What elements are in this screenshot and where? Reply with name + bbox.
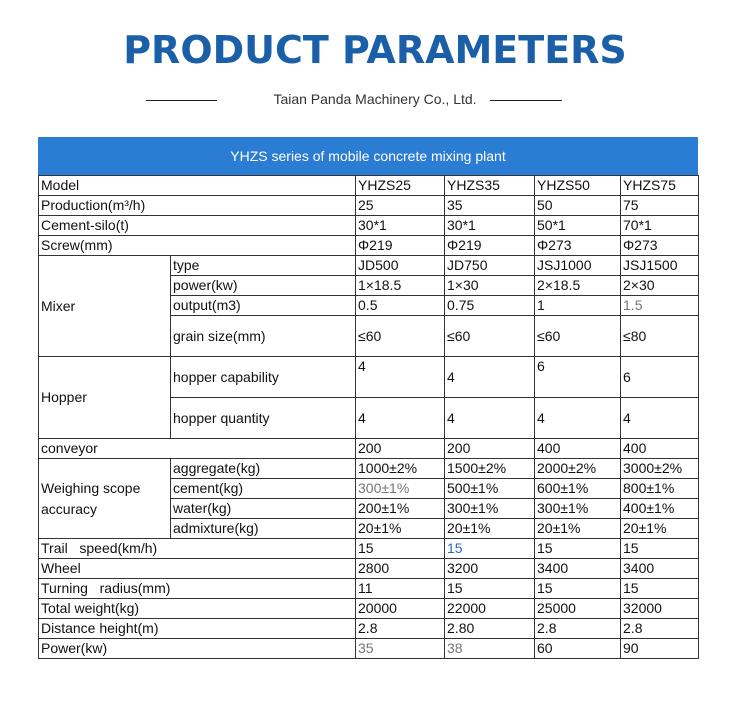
table-row xyxy=(39,357,699,398)
cell: 500±1% xyxy=(445,479,535,499)
cell: 3000±2% xyxy=(621,459,699,479)
cell: 15 xyxy=(445,579,535,599)
row-label: hopper capability xyxy=(171,357,356,398)
row-label: grain size(mm) xyxy=(171,316,356,357)
table-caption: YHZS series of mobile concrete mixing plant xyxy=(38,137,698,175)
cell: 3200 xyxy=(445,559,535,579)
row-label: Production(m³/h) xyxy=(39,196,356,216)
cell: 6 xyxy=(535,357,621,398)
cell: 0.5 xyxy=(356,296,445,316)
cell: ≤60 xyxy=(356,316,445,357)
row-label: water(kg) xyxy=(171,499,356,519)
table-row xyxy=(39,176,699,196)
cell: 300±1% xyxy=(535,499,621,519)
cell: 0.75 xyxy=(445,296,535,316)
row-label: power(kw) xyxy=(171,276,356,296)
table-row xyxy=(39,599,699,619)
cell: 200 xyxy=(356,439,445,459)
row-label: conveyor xyxy=(39,439,356,459)
cell: 1 xyxy=(535,296,621,316)
cell: 200±1% xyxy=(356,499,445,519)
cell: 35 xyxy=(445,196,535,216)
cell: 15 xyxy=(535,539,621,559)
cell: 4 xyxy=(621,398,699,439)
cell: 25000 xyxy=(535,599,621,619)
page-title: PRODUCT PARAMETERS xyxy=(123,28,627,72)
table-row xyxy=(39,439,699,459)
cell: 4 xyxy=(445,357,535,398)
cell: 300±1% xyxy=(356,479,445,499)
row-label: Model xyxy=(39,176,356,196)
cell: 11 xyxy=(356,579,445,599)
table-row xyxy=(39,619,699,639)
row-label: admixture(kg) xyxy=(171,519,356,539)
table-row xyxy=(39,539,699,559)
table-row xyxy=(39,579,699,599)
cell: 1000±2% xyxy=(356,459,445,479)
cell: YHZS25 xyxy=(356,176,445,196)
row-label: Total weight(kg) xyxy=(39,599,356,619)
cell: YHZS75 xyxy=(621,176,699,196)
cell: 70*1 xyxy=(621,216,699,236)
cell: 15 xyxy=(535,579,621,599)
cell: 400±1% xyxy=(621,499,699,519)
row-label: Distance height(m) xyxy=(39,619,356,639)
cell: 2.8 xyxy=(621,619,699,639)
cell: 15 xyxy=(445,539,535,559)
cell: 2.80 xyxy=(445,619,535,639)
cell: 38 xyxy=(445,639,535,659)
row-label: Turning radius(mm) xyxy=(39,579,356,599)
cell: 22000 xyxy=(445,599,535,619)
cell: 600±1% xyxy=(535,479,621,499)
cell: 20±1% xyxy=(356,519,445,539)
table-row xyxy=(39,559,699,579)
cell: 800±1% xyxy=(621,479,699,499)
group-label-mixer: Mixer xyxy=(39,256,171,357)
cell: 400 xyxy=(621,439,699,459)
spec-table xyxy=(38,175,699,659)
cell: 2.8 xyxy=(356,619,445,639)
cell: 32000 xyxy=(621,599,699,619)
cell: YHZS35 xyxy=(445,176,535,196)
cell: 300±1% xyxy=(445,499,535,519)
cell: ≤60 xyxy=(445,316,535,357)
cell: 2000±2% xyxy=(535,459,621,479)
cell: 4 xyxy=(356,357,445,398)
table-row xyxy=(39,639,699,659)
cell: 1×18.5 xyxy=(356,276,445,296)
cell: 3400 xyxy=(535,559,621,579)
cell: 50 xyxy=(535,196,621,216)
cell: 2.8 xyxy=(535,619,621,639)
row-label: hopper quantity xyxy=(171,398,356,439)
cell: 4 xyxy=(445,398,535,439)
row-label: Cement-silo(t) xyxy=(39,216,356,236)
cell: 25 xyxy=(356,196,445,216)
cell: 3400 xyxy=(621,559,699,579)
cell: 60 xyxy=(535,639,621,659)
cell: 2×18.5 xyxy=(535,276,621,296)
group-label-weighing: Weighing scope accuracy xyxy=(39,459,171,539)
cell: JSJ1000 xyxy=(535,256,621,276)
cell: 1.5 xyxy=(621,296,699,316)
cell: 75 xyxy=(621,196,699,216)
table-row xyxy=(39,196,699,216)
cell: JD500 xyxy=(356,256,445,276)
cell: 15 xyxy=(621,579,699,599)
cell: 6 xyxy=(621,357,699,398)
cell: 2×30 xyxy=(621,276,699,296)
group-label-hopper: Hopper xyxy=(39,357,171,439)
cell: Φ273 xyxy=(621,236,699,256)
cell: 200 xyxy=(445,439,535,459)
cell: 15 xyxy=(356,539,445,559)
row-label: Trail speed(km/h) xyxy=(39,539,356,559)
cell: 30*1 xyxy=(445,216,535,236)
row-label: type xyxy=(171,256,356,276)
cell: 50*1 xyxy=(535,216,621,236)
row-label: output(m3) xyxy=(171,296,356,316)
company-line xyxy=(0,90,750,110)
cell: ≤80 xyxy=(621,316,699,357)
table-row xyxy=(39,216,699,236)
cell: 20±1% xyxy=(535,519,621,539)
cell: 400 xyxy=(535,439,621,459)
table-row xyxy=(39,236,699,256)
cell: 4 xyxy=(535,398,621,439)
row-label: Wheel xyxy=(39,559,356,579)
row-label: aggregate(kg) xyxy=(171,459,356,479)
cell: 4 xyxy=(356,398,445,439)
divider-right xyxy=(490,100,562,101)
cell: 15 xyxy=(621,539,699,559)
cell: 20±1% xyxy=(621,519,699,539)
company-name: Taian Panda Machinery Co., Ltd. xyxy=(273,91,477,107)
cell: JSJ1500 xyxy=(621,256,699,276)
cell: Φ273 xyxy=(535,236,621,256)
cell: 30*1 xyxy=(356,216,445,236)
row-label: Screw(mm) xyxy=(39,236,356,256)
cell: YHZS50 xyxy=(535,176,621,196)
row-label: cement(kg) xyxy=(171,479,356,499)
cell: 20±1% xyxy=(445,519,535,539)
cell: ≤60 xyxy=(535,316,621,357)
cell: 90 xyxy=(621,639,699,659)
cell: Φ219 xyxy=(356,236,445,256)
cell: JD750 xyxy=(445,256,535,276)
row-label: Power(kw) xyxy=(39,639,356,659)
cell: 20000 xyxy=(356,599,445,619)
cell: 1×30 xyxy=(445,276,535,296)
cell: 35 xyxy=(356,639,445,659)
cell: 1500±2% xyxy=(445,459,535,479)
table-row xyxy=(39,459,699,479)
cell: 2800 xyxy=(356,559,445,579)
table-row xyxy=(39,256,699,276)
cell: Φ219 xyxy=(445,236,535,256)
